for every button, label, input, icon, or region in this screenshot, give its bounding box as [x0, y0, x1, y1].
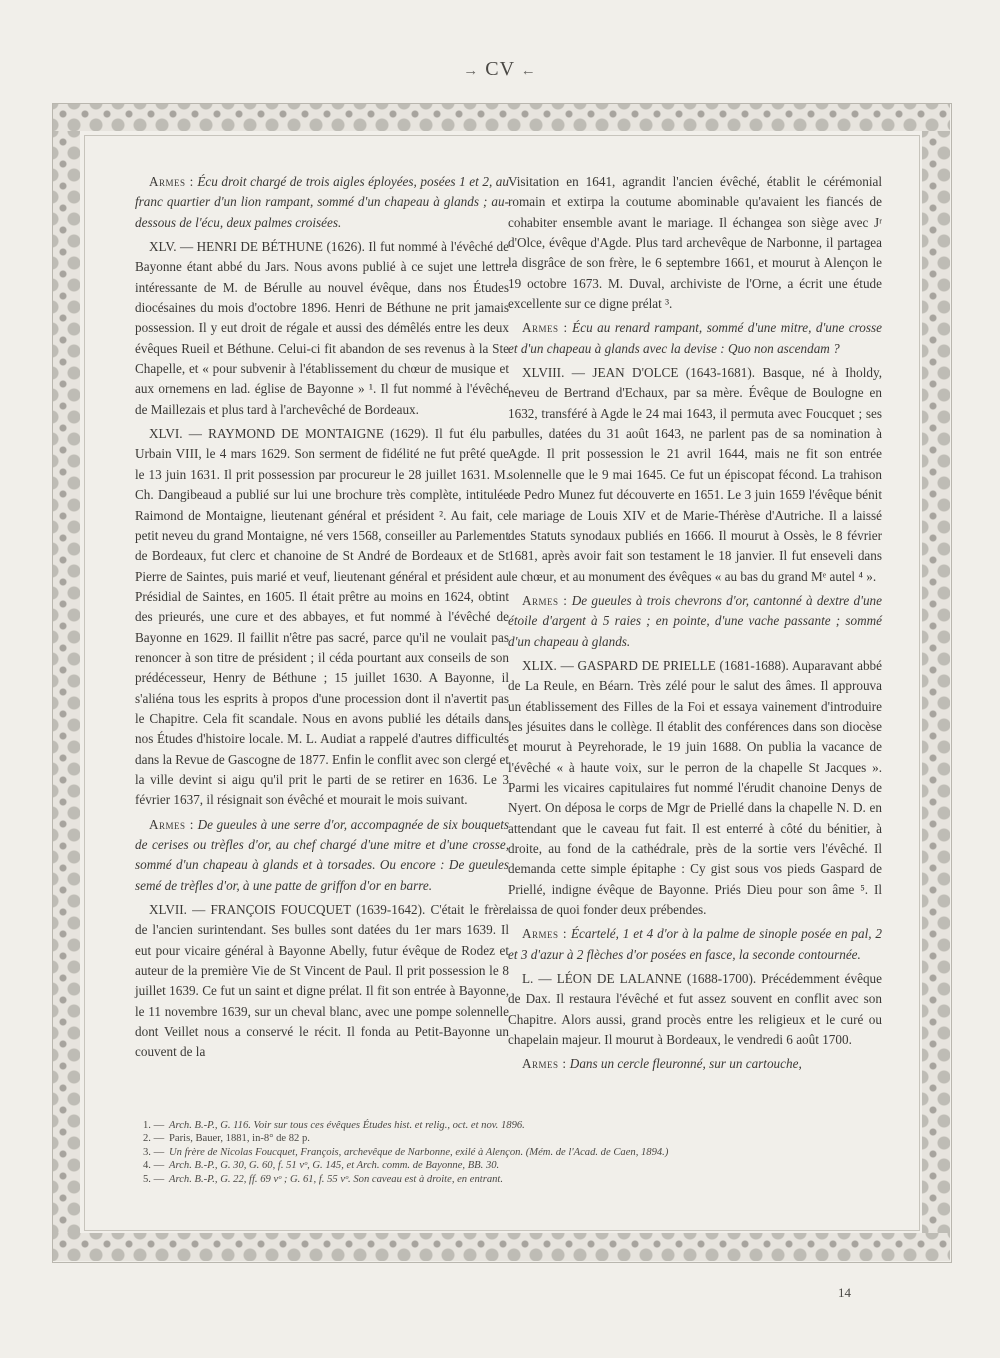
paragraph-text: De gueules à trois chevrons d'or, cantonné à dextre d'une étoile d'argent à 5 raies ; en pointe, d'une vache passante ; sommé d'un chapeau à glands.: [508, 592, 882, 649]
footnotes: [143, 1119, 883, 1186]
paragraph-lead: L. — LÉON DE LALANNE: [522, 971, 682, 987]
paragraph-lead: Armes :: [522, 1056, 567, 1072]
paragraph: [135, 424, 509, 811]
paragraph: [508, 363, 882, 587]
paragraph-lead: Armes :: [522, 320, 568, 336]
right-arrow-ornament: ←: [520, 63, 537, 79]
footnote-text: Arch. B.-P., G. 22, ff. 69 vᵒ ; G. 61, f. 55 vᵒ. Son caveau est à droite, en entrant.: [169, 1173, 504, 1185]
paragraph-text: Visitation en 1641, agrandit l'ancien évêché, établit le cérémonial romain et extirpa la coutume abominable qu'avaient les fiancés de cohabiter ensemble avant le mariage. Il échangea son siège avec Jʳ d'Olce, évêque d'Agde. Plus tard archevêque de Narbonne, il partagea la disgrâce de son frère, le 6 septembre 1661, et mourut à Alençon le 19 octobre 1673. M. Duval, archiviste de l'Orne, a écrit une étude excellente sur ce digne prélat ³.: [508, 174, 882, 312]
footnote-text: Un frère de Nicolas Foucquet, François, archevêque de Narbonne, exilé à Alençon. (Mém. de l'Acad. de Caen, 1894.): [169, 1146, 669, 1158]
paragraph-lead: XLVII. — FRANÇOIS FOUCQUET: [149, 902, 351, 918]
footnote: [143, 1173, 883, 1186]
paragraph: [508, 969, 882, 1050]
footnote-number: 3. —: [143, 1146, 165, 1158]
left-arrow-ornament: →: [463, 63, 480, 79]
paragraph-text: (1629). Il fut élu par Urbain VIII, le 4 mars 1629. Son serment de fidélité ne fut prêté que le 13 juin 1631. Il prit possession par procureur le 28 juillet 1631. M. Ch. Dangibeaud a publié sur lui une brochure très complète, intitulée Raimond de Montaigne, lieutenant général et président ². Au fait, ce petit neveu du grand Montaigne, né vers 1568, conseiller au Parlement de Bordeaux, fut clerc et chanoine de St André de Bordeaux et de St Pierre de Saintes, puis marié et veuf, lieutenant général et président au Présidial de Saintes, en 1605. Il était prêtre au moins en 1624, obtint des prieurés, une cure et des abbayes, et fut nommé à l'évêché de Bayonne en 1629. Il faillit n'être pas sacré, parce qu'il ne voulait pas renoncer à son titre de président ; il céda pourtant aux conseils de son prédécesseur, Henry de Béthune ; 15 juillet 1630. A Bayonne, il s'aliéna tous les esprits à propos d'une procession dont il n'avertit pas le Chapitre. Cela fit scandale. Nous en avons publié les détails dans nos Études d'histoire locale. M. L. Audiat a rappelé d'autres difficultés dans la Revue de Gascogne de 1877. Enfin le conflit avec son clergé et la ville devint si aigu qu'il prit le parti de se retirer en 1636. Le 3 février 1637, il résignait son évêché et mourait le mois suivant.: [135, 426, 510, 808]
footnote-text: Arch. B.-P., G. 116. Voir sur tous ces évêques Études hist. et relig., oct. et nov. 1896.: [169, 1120, 525, 1131]
paragraph-text: De gueules à une serre d'or, accompagnée de six bouquets de cerises ou trèfles d'or, au chef chargé d'une mitre et d'une crosse, sommé d'un chapeau à glands et à torsades. Ou encore : De gueules semé de trèfles d'or, à une patte de griffon d'or en barre.: [135, 816, 509, 893]
footnote-number: 2. —: [143, 1133, 165, 1145]
roman-page-number: CV: [485, 58, 515, 80]
paragraph-lead: XLVI. — RAYMOND DE MONTAIGNE: [149, 426, 384, 442]
footnote-text: Arch. B.-P., G. 30, G. 60, f. 51 vᵒ, G. 145, et Arch. comm. de Bayonne, BB. 30.: [169, 1160, 500, 1172]
paragraph-lead: XLV. — HENRI DE BÉTHUNE: [149, 239, 323, 255]
footnote-number: 5. —: [143, 1173, 165, 1185]
paragraph: [135, 172, 509, 233]
paragraph-text: Écartelé, 1 et 4 d'or à la palme de sinople posée en pal, 2 et 3 d'azur à 2 flèches d'or posées en fasce, la seconde contournée.: [508, 926, 883, 962]
page-number: 14: [838, 1285, 851, 1300]
paragraph: [135, 237, 509, 420]
footnote: [143, 1146, 883, 1159]
paragraph-text: (1626). Il fut nommé à l'évêché de Bayonne étant abbé du Jars. Nous avons publié à ce sujet une lettre intéressante de M. de Bérulle au nouvel évêque, dans nos Études diocésaines du mois d'octobre 1896. Henri de Béthune ne prit jamais possession. Il y eut droit de régale et aussi des démêlés entre les deux évêques Rueil et Béthune. Celui-ci fit abandon de ses revenus à la Ste Chapelle, et « pour subvenir à l'établissement du chœur de musique et aux ornemens en lad. église de Bayonne » ¹. Il fut nommé à l'évêché de Maillezais et plus tard à l'archevêché de Bordeaux.: [135, 239, 510, 417]
footnote: [143, 1119, 883, 1132]
paragraph: [135, 900, 509, 1063]
paragraph: [135, 815, 509, 896]
paragraph-text: Écu au renard rampant, sommé d'une mitre, d'une crosse et d'un chapeau à glands avec la devise : Quo non ascendam ?: [508, 320, 882, 356]
paragraph-text: (1681-1688). Auparavant abbé de La Reule, en Béarn. Très zélé pour le salut des âmes. Il approuva un établissement des Filles de la Foi et essaya vainement d'introduire les jésuites dans le collège. Il établit des conférences dans son diocèse et mourut à Peyrehorade, le 19 juin 1688. On publia la vacance de l'évêché « à haute voix, sur le perron de la chapelle St Jacques ». Parmi les vicaires capitulaires fut nommé l'érudit chanoine Denys de Nyert. On déposa le corps de Mgr de Priellé dans la chapelle N. D. en attendant que le caveau fut fait. Il est enterré à côté du bénitier, à droite, au fond de la cathédrale, près de la sortie vers l'évêché. Il demanda cette simple épitaphe : Cy gist sous vos pieds Gaspard de Priellé, indigne évêque de Bayonne. Priés Dieu pour son âme ⁵. Il laissa de quoi fonder deux prébendes.: [508, 657, 883, 918]
paragraph-lead: XLVIII. — JEAN D'OLCE: [522, 365, 679, 381]
paragraph-lead: Armes :: [149, 174, 194, 189]
left-column: [135, 172, 509, 1067]
paragraph: [508, 172, 882, 314]
paragraph-text: Écu droit chargé de trois aigles éployées, posées 1 et 2, au franc quartier d'un lion rampant, sommé d'un chapeau à glands ; au-dessous de l'écu, deux palmes croisées.: [135, 174, 509, 230]
paragraph-lead: Armes :: [149, 816, 194, 832]
footnote: [143, 1132, 883, 1145]
paragraph: [508, 591, 882, 652]
paragraph-text: (1639-1642). C'était le frère de l'ancien surintendant. Ses bulles sont datées du 1er mars 1639. Il eut pour vicaire général à Bayonne Abelly, futur évêque de Rodez et auteur de la première Vie de St Vincent de Paul. Il prit possession le 8 juillet 1639. Ce fut un saint et digne prélat. Il fit son entrée à Bayonne, le 11 novembre 1639, sur un cheval blanc, avec une pompe solennelle dont Veillet nous a conservé le récit. Il fonda au Petit-Bayonne un couvent de la: [135, 902, 510, 1060]
paragraph-text: Dans un cercle fleuronné, sur un cartouche,: [569, 1056, 802, 1072]
right-column: [508, 172, 882, 1079]
footnote-number: 1. —: [143, 1120, 165, 1131]
paragraph: [508, 318, 882, 359]
page-header: [0, 58, 1000, 81]
footnote: [143, 1159, 883, 1172]
footnote-number: 4. —: [143, 1160, 165, 1172]
paragraph: [508, 924, 882, 965]
paragraph: [508, 656, 882, 920]
paragraph-text: (1643-1681). Basque, né à Iholdy, neveu de Bertrand d'Echaux, par sa mère. Évêque de Boulogne en 1632, transféré à Agde le 24 mai 1643, il permuta avec Foucquet ; ses bulles, datées du 31 août 1643, ne parlent pas de sa nomination à Agde. Il prit possession le 21 avril 1644, mais ne fit son entrée solennelle que le 9 mai 1645. Ce fut un épiscopat fécond. La trahison de Pedro Munez fut découverte en 1651. Le 3 juin 1659 l'évêque bénit le mariage de Louis XIV et de Marie-Thérèse d'Autriche. Il a laissé des Statuts synodaux publiés en 1666. Il mourut à Ossès, le 8 février 1681, après avoir fait son testament le 18 janvier. Il fut enseveli dans le chœur, et au monument des évêques « au bas du grand Mᵉ autel ⁴ ».: [508, 365, 882, 584]
footnote-text: Paris, Bauer, 1881, in-8° de 82 p.: [169, 1133, 310, 1145]
paragraph: [508, 1054, 882, 1074]
paragraph-lead: Armes :: [522, 592, 568, 608]
paragraph-lead: Armes :: [522, 926, 568, 942]
paragraph-lead: XLIX. — GASPARD DE PRIELLE: [522, 657, 716, 673]
paragraph-text: (1688-1700). Précédemment évêque de Dax. Il restaura l'évêché et fut assez souvent en conflit avec son Chapitre. Alors aussi, grand procès entre les religieux et le curé ou chapelain majeur. Il mourut à Bordeaux, le vendredi 6 août 1700.: [508, 971, 882, 1048]
